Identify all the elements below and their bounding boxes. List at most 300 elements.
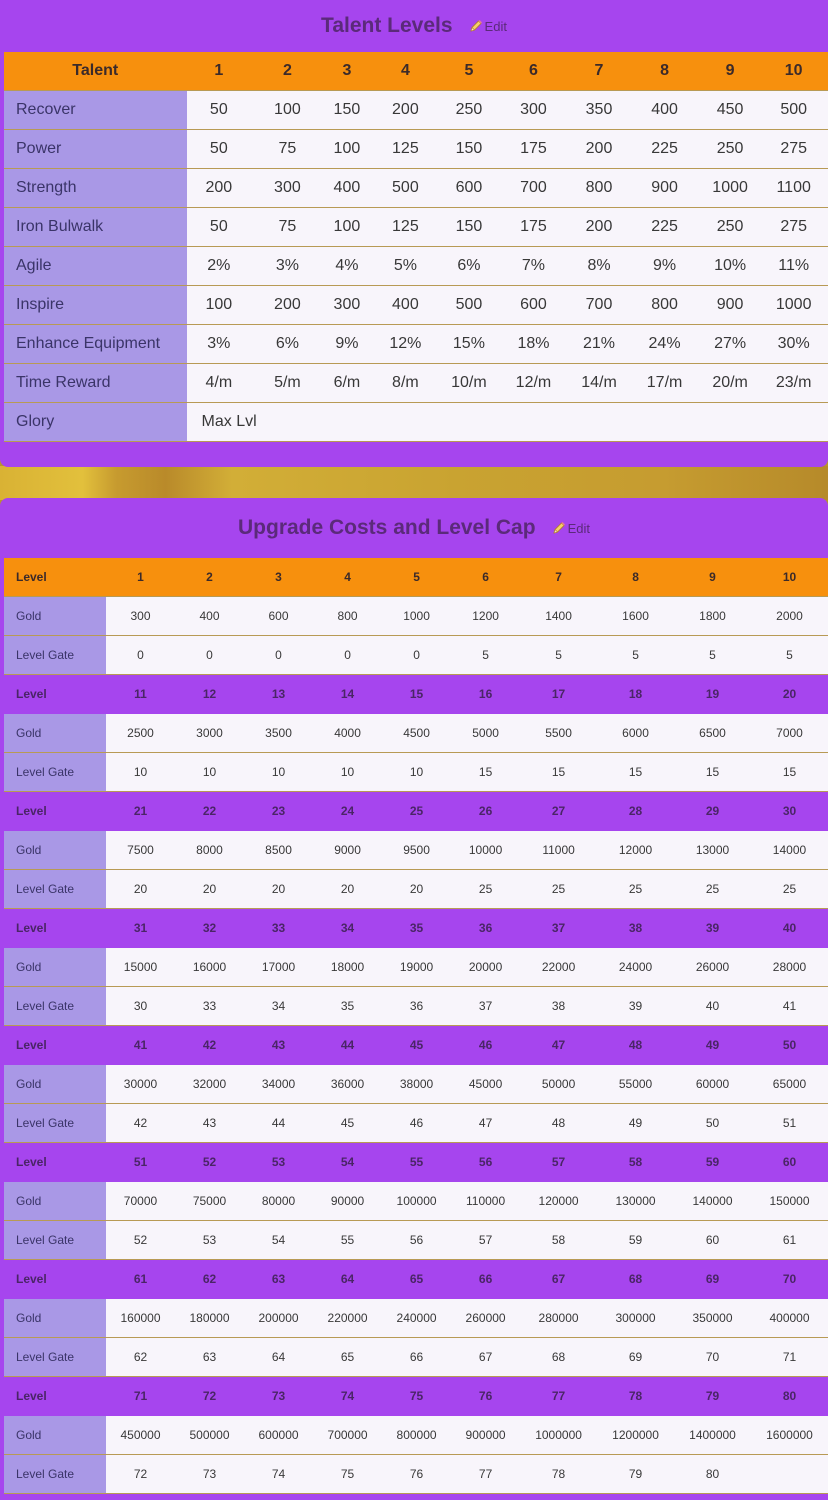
level-header-row-cell: 31 — [106, 909, 175, 948]
level-header-row-cell: 15 — [382, 675, 451, 714]
level-column-header: 2 — [251, 52, 324, 91]
level-header-row — [4, 1260, 828, 1299]
level-gate-row-label: Level Gate — [4, 1104, 106, 1143]
talent-value: 250 — [701, 130, 759, 169]
level-gate-row-cell: 70 — [674, 1338, 751, 1377]
talent-value: 24% — [628, 325, 701, 364]
level-header-row-cell: 69 — [674, 1260, 751, 1299]
gold-row-cell: 160000 — [106, 1299, 175, 1338]
talent-value: 225 — [628, 130, 701, 169]
level-header-row-cell: 30 — [751, 792, 828, 831]
talent-value: 8/m — [370, 364, 441, 403]
gold-row-cell: 240000 — [382, 1299, 451, 1338]
level-header-row-label: Level — [4, 1260, 106, 1299]
level-gate-row-cell: 33 — [175, 987, 244, 1026]
talent-value: 900 — [628, 169, 701, 208]
level-column-header: 5 — [441, 52, 497, 91]
level-header-row-cell: 5 — [382, 558, 451, 597]
talent-value: 15% — [441, 325, 497, 364]
gold-row-cell: 13000 — [674, 831, 751, 870]
level-gate-row-cell: 38 — [520, 987, 597, 1026]
talent-value: 8% — [570, 247, 628, 286]
level-gate-row-label: Level Gate — [4, 636, 106, 675]
level-header-row-cell: 56 — [451, 1143, 520, 1182]
level-gate-row-cell: 74 — [244, 1455, 313, 1494]
level-header-row-cell: 34 — [313, 909, 382, 948]
gold-row-cell: 150000 — [751, 1182, 828, 1221]
level-header-row-cell: 4 — [313, 558, 382, 597]
level-gate-row-cell: 69 — [597, 1338, 674, 1377]
level-header-row-cell: 78 — [597, 1377, 674, 1416]
talent-name: Enhance Equipment — [4, 325, 187, 364]
talent-edit-link[interactable] — [469, 19, 507, 34]
talent-value: 75 — [251, 130, 324, 169]
talent-value: 12/m — [497, 364, 570, 403]
talent-levels-title: Talent Levels — [321, 14, 453, 37]
talent-value: 11% — [759, 247, 828, 286]
level-header-row-cell: 76 — [451, 1377, 520, 1416]
talent-value: 30% — [759, 325, 828, 364]
level-header-row-cell: 53 — [244, 1143, 313, 1182]
gold-row-cell: 5000 — [451, 714, 520, 753]
gold-row-cell: 36000 — [313, 1065, 382, 1104]
gold-row-cell: 15000 — [106, 948, 175, 987]
level-header-row-cell: 12 — [175, 675, 244, 714]
level-gate-row — [4, 870, 828, 909]
talent-value: 100 — [187, 286, 252, 325]
gold-row — [4, 948, 828, 987]
gold-row-cell: 100000 — [382, 1182, 451, 1221]
level-gate-row-label: Level Gate — [4, 753, 106, 792]
level-gate-row-cell: 15 — [674, 753, 751, 792]
level-header-row-cell: 3 — [244, 558, 313, 597]
gold-row-label: Gold — [4, 1299, 106, 1338]
level-header-row-cell: 65 — [382, 1260, 451, 1299]
level-header-row-cell: 7 — [520, 558, 597, 597]
level-header-row-cell: 10 — [751, 558, 828, 597]
talent-column-header: Talent — [4, 52, 187, 91]
level-gate-row-cell: 0 — [313, 636, 382, 675]
level-gate-row-cell: 25 — [520, 870, 597, 909]
talent-value: 6% — [251, 325, 324, 364]
gold-row-cell: 90000 — [313, 1182, 382, 1221]
talent-value: 9% — [628, 247, 701, 286]
talent-value: 900 — [701, 286, 759, 325]
level-header-row-cell: 14 — [313, 675, 382, 714]
talent-table-header — [4, 52, 828, 91]
level-gate-row-cell: 0 — [382, 636, 451, 675]
level-header-row-cell: 64 — [313, 1260, 382, 1299]
level-gate-row-cell: 43 — [175, 1104, 244, 1143]
talent-name: Recover — [4, 91, 187, 130]
talent-row-glory — [4, 403, 828, 442]
level-gate-row-cell: 57 — [451, 1221, 520, 1260]
level-header-row-cell: 16 — [451, 675, 520, 714]
level-gate-row-cell: 34 — [244, 987, 313, 1026]
level-gate-row-cell: 15 — [520, 753, 597, 792]
level-header-row — [4, 1377, 828, 1416]
level-gate-row-cell: 62 — [106, 1338, 175, 1377]
level-gate-row-cell: 52 — [106, 1221, 175, 1260]
level-gate-row-cell: 5 — [451, 636, 520, 675]
gold-row-cell: 500000 — [175, 1416, 244, 1455]
talent-value: 100 — [251, 91, 324, 130]
level-header-row-cell: 68 — [597, 1260, 674, 1299]
gold-row-cell: 12000 — [597, 831, 674, 870]
talent-value: 20/m — [701, 364, 759, 403]
talent-value: 27% — [701, 325, 759, 364]
level-header-row-cell: 44 — [313, 1026, 382, 1065]
gold-row-cell: 30000 — [106, 1065, 175, 1104]
gold-row-cell: 19000 — [382, 948, 451, 987]
level-header-row-cell: 70 — [751, 1260, 828, 1299]
level-gate-row-cell: 55 — [313, 1221, 382, 1260]
gold-row-cell: 24000 — [597, 948, 674, 987]
level-header-row-cell: 72 — [175, 1377, 244, 1416]
talent-value: 50 — [187, 130, 252, 169]
talent-value: 450 — [701, 91, 759, 130]
gold-row-cell: 70000 — [106, 1182, 175, 1221]
level-gate-row-cell: 10 — [175, 753, 244, 792]
level-gate-row-cell: 5 — [674, 636, 751, 675]
gold-row-cell: 18000 — [313, 948, 382, 987]
level-header-row-cell: 49 — [674, 1026, 751, 1065]
talent-value: 9% — [324, 325, 370, 364]
gold-row — [4, 1065, 828, 1104]
talent-value: 175 — [497, 130, 570, 169]
gold-row-cell: 2000 — [751, 597, 828, 636]
gold-row-cell: 2500 — [106, 714, 175, 753]
level-header-row-cell: 28 — [597, 792, 674, 831]
gold-row-cell: 10000 — [451, 831, 520, 870]
level-gate-row-label: Level Gate — [4, 987, 106, 1026]
gold-row-cell: 14000 — [751, 831, 828, 870]
level-header-row-cell: 22 — [175, 792, 244, 831]
level-header-row-cell: 42 — [175, 1026, 244, 1065]
gold-row-cell: 800 — [313, 597, 382, 636]
level-gate-row-cell: 46 — [382, 1104, 451, 1143]
talent-row — [4, 364, 828, 403]
talent-value: 500 — [441, 286, 497, 325]
talent-header-row — [4, 52, 828, 91]
level-gate-row-cell: 54 — [244, 1221, 313, 1260]
level-gate-row-cell: 47 — [451, 1104, 520, 1143]
gold-row-cell: 4500 — [382, 714, 451, 753]
gold-row-cell: 5500 — [520, 714, 597, 753]
talent-value: 6/m — [324, 364, 370, 403]
talent-value: 350 — [570, 91, 628, 130]
level-gate-row-cell: 76 — [382, 1455, 451, 1494]
gold-row-cell: 17000 — [244, 948, 313, 987]
talent-value: 7% — [497, 247, 570, 286]
level-header-row-label: Level — [4, 1026, 106, 1065]
level-header-row-cell: 51 — [106, 1143, 175, 1182]
level-column-header: 3 — [324, 52, 370, 91]
level-header-row-cell: 19 — [674, 675, 751, 714]
level-gate-row-cell: 0 — [244, 636, 313, 675]
level-header-row-label: Level — [4, 558, 106, 597]
gold-row-cell: 80000 — [244, 1182, 313, 1221]
level-header-row-cell: 32 — [175, 909, 244, 948]
level-header-row-cell: 9 — [674, 558, 751, 597]
gold-row-cell: 600 — [244, 597, 313, 636]
talent-value: 600 — [441, 169, 497, 208]
talent-name: Strength — [4, 169, 187, 208]
level-header-row-cell: 46 — [451, 1026, 520, 1065]
level-gate-row-cell: 42 — [106, 1104, 175, 1143]
upgrade-title-bar — [0, 498, 828, 558]
talent-value: 75 — [251, 208, 324, 247]
talent-value: 400 — [370, 286, 441, 325]
gold-row — [4, 597, 828, 636]
level-header-row-cell: 18 — [597, 675, 674, 714]
level-gate-row-cell: 20 — [175, 870, 244, 909]
talent-value: 2% — [187, 247, 252, 286]
pencil-icon — [552, 521, 566, 535]
level-gate-row — [4, 636, 828, 675]
level-gate-row-cell: 65 — [313, 1338, 382, 1377]
talent-value: 1000 — [759, 286, 828, 325]
level-gate-row-cell: 25 — [451, 870, 520, 909]
gold-row-cell: 110000 — [451, 1182, 520, 1221]
level-gate-row-cell: 0 — [106, 636, 175, 675]
gold-row-cell: 1400 — [520, 597, 597, 636]
gold-row-cell: 1200 — [451, 597, 520, 636]
level-gate-row-cell: 5 — [751, 636, 828, 675]
gold-row-cell: 300 — [106, 597, 175, 636]
gold-row-cell: 55000 — [597, 1065, 674, 1104]
level-gate-row — [4, 1338, 828, 1377]
level-header-row-cell: 40 — [751, 909, 828, 948]
level-gate-row — [4, 1221, 828, 1260]
gold-row-cell: 400000 — [751, 1299, 828, 1338]
level-gate-row-cell: 15 — [597, 753, 674, 792]
upgrade-edit-link[interactable] — [552, 521, 590, 536]
talent-row — [4, 286, 828, 325]
gold-row-label: Gold — [4, 948, 106, 987]
level-gate-row-cell: 20 — [382, 870, 451, 909]
level-header-row-label: Level — [4, 792, 106, 831]
talent-value: 200 — [251, 286, 324, 325]
talent-value: 400 — [324, 169, 370, 208]
level-gate-row-cell: 67 — [451, 1338, 520, 1377]
level-header-row-cell: 66 — [451, 1260, 520, 1299]
gold-row-cell: 32000 — [175, 1065, 244, 1104]
gold-row-cell: 20000 — [451, 948, 520, 987]
level-header-row-cell: 74 — [313, 1377, 382, 1416]
level-gate-row-cell: 53 — [175, 1221, 244, 1260]
gold-row-cell: 800000 — [382, 1416, 451, 1455]
gold-row-cell: 9500 — [382, 831, 451, 870]
talent-value: 250 — [441, 91, 497, 130]
gold-row-cell: 60000 — [674, 1065, 751, 1104]
gold-row — [4, 714, 828, 753]
level-gate-row — [4, 753, 828, 792]
level-header-row-cell: 21 — [106, 792, 175, 831]
gold-row-cell: 38000 — [382, 1065, 451, 1104]
talent-title-bar — [0, 0, 828, 52]
level-header-row-cell: 57 — [520, 1143, 597, 1182]
gold-row-cell: 600000 — [244, 1416, 313, 1455]
level-gate-row-cell: 0 — [175, 636, 244, 675]
level-gate-row-cell: 10 — [106, 753, 175, 792]
talent-value: 275 — [759, 130, 828, 169]
level-gate-row-label: Level Gate — [4, 1338, 106, 1377]
talent-value: 3% — [251, 247, 324, 286]
talent-value: 17/m — [628, 364, 701, 403]
upgrade-costs-title: Upgrade Costs and Level Cap — [238, 516, 536, 539]
level-header-row-cell: 25 — [382, 792, 451, 831]
level-gate-row-cell: 37 — [451, 987, 520, 1026]
level-gate-row-cell: 80 — [674, 1455, 751, 1494]
level-header-row-cell: 62 — [175, 1260, 244, 1299]
level-header-row-cell: 20 — [751, 675, 828, 714]
level-header-row-cell: 38 — [597, 909, 674, 948]
gold-row-cell: 1400000 — [674, 1416, 751, 1455]
level-header-row-cell: 41 — [106, 1026, 175, 1065]
gold-row-label: Gold — [4, 831, 106, 870]
gold-row-cell: 28000 — [751, 948, 828, 987]
level-header-row-cell: 37 — [520, 909, 597, 948]
gold-row-cell: 8500 — [244, 831, 313, 870]
talent-value: 12% — [370, 325, 441, 364]
talent-value: 1100 — [759, 169, 828, 208]
talent-value: 150 — [441, 130, 497, 169]
level-header-row-cell: 75 — [382, 1377, 451, 1416]
level-header-row-cell: 50 — [751, 1026, 828, 1065]
level-header-row-cell: 71 — [106, 1377, 175, 1416]
level-header-row-cell: 29 — [674, 792, 751, 831]
talent-value: 250 — [701, 208, 759, 247]
talent-value: 14/m — [570, 364, 628, 403]
talent-value: 50 — [187, 208, 252, 247]
level-gate-row-cell: 58 — [520, 1221, 597, 1260]
gold-row-cell: 700000 — [313, 1416, 382, 1455]
gold-row-label: Gold — [4, 1182, 106, 1221]
level-header-row-cell: 43 — [244, 1026, 313, 1065]
level-header-row-cell: 17 — [520, 675, 597, 714]
level-header-row-cell: 60 — [751, 1143, 828, 1182]
gold-row-cell: 450000 — [106, 1416, 175, 1455]
level-gate-row-cell: 40 — [674, 987, 751, 1026]
gold-row-cell: 180000 — [175, 1299, 244, 1338]
level-gate-row-cell: 75 — [313, 1455, 382, 1494]
level-header-row-cell: 39 — [674, 909, 751, 948]
talent-value: 125 — [370, 130, 441, 169]
gold-row-cell: 7000 — [751, 714, 828, 753]
talent-value: 300 — [251, 169, 324, 208]
level-gate-row-cell: 48 — [520, 1104, 597, 1143]
level-column-header: 1 — [187, 52, 252, 91]
level-gate-row-cell — [751, 1455, 828, 1494]
level-column-header: 6 — [497, 52, 570, 91]
gold-row-cell: 7500 — [106, 831, 175, 870]
level-gate-row-cell: 59 — [597, 1221, 674, 1260]
level-header-row-label: Level — [4, 675, 106, 714]
talent-name: Power — [4, 130, 187, 169]
gold-row-cell: 1800 — [674, 597, 751, 636]
talent-value: 700 — [497, 169, 570, 208]
gold-row-cell: 9000 — [313, 831, 382, 870]
talent-value: 150 — [324, 91, 370, 130]
level-gate-row-cell: 35 — [313, 987, 382, 1026]
level-gate-row-cell: 60 — [674, 1221, 751, 1260]
level-header-row-cell: 52 — [175, 1143, 244, 1182]
talent-name: Iron Bulwalk — [4, 208, 187, 247]
level-header-row-cell: 13 — [244, 675, 313, 714]
gold-row-cell: 1000 — [382, 597, 451, 636]
talent-row — [4, 247, 828, 286]
level-header-row-cell: 2 — [175, 558, 244, 597]
gold-row-cell: 220000 — [313, 1299, 382, 1338]
talent-value: 200 — [570, 130, 628, 169]
gold-row-cell: 26000 — [674, 948, 751, 987]
level-gate-row-cell: 49 — [597, 1104, 674, 1143]
upgrade-edit-label: Edit — [567, 520, 590, 536]
level-column-header: 7 — [570, 52, 628, 91]
level-header-row-cell: 79 — [674, 1377, 751, 1416]
gold-row — [4, 1182, 828, 1221]
level-gate-row-cell: 56 — [382, 1221, 451, 1260]
level-header-row-cell: 1 — [106, 558, 175, 597]
talent-row — [4, 130, 828, 169]
talent-edit-label: Edit — [484, 18, 507, 34]
level-gate-row-cell: 20 — [313, 870, 382, 909]
gold-row-cell: 1600 — [597, 597, 674, 636]
level-gate-row-cell: 5 — [597, 636, 674, 675]
level-header-row — [4, 1026, 828, 1065]
level-gate-row-cell: 41 — [751, 987, 828, 1026]
gold-row-cell: 50000 — [520, 1065, 597, 1104]
level-gate-row-cell: 45 — [313, 1104, 382, 1143]
level-gate-row-cell: 66 — [382, 1338, 451, 1377]
level-gate-row-cell: 10 — [382, 753, 451, 792]
level-header-row-cell: 24 — [313, 792, 382, 831]
talent-value: 800 — [570, 169, 628, 208]
glory-value: Max Lvl — [187, 403, 828, 442]
level-gate-row — [4, 987, 828, 1026]
upgrade-costs-table — [4, 558, 828, 1494]
gold-row-cell: 8000 — [175, 831, 244, 870]
level-header-row-cell: 61 — [106, 1260, 175, 1299]
level-header-row-cell: 48 — [597, 1026, 674, 1065]
level-gate-row-cell: 77 — [451, 1455, 520, 1494]
talent-value: 500 — [370, 169, 441, 208]
talent-value: 200 — [570, 208, 628, 247]
gold-row-cell: 65000 — [751, 1065, 828, 1104]
talent-row — [4, 208, 828, 247]
level-header-row-cell: 77 — [520, 1377, 597, 1416]
level-header-row-cell: 67 — [520, 1260, 597, 1299]
level-header-row-cell: 45 — [382, 1026, 451, 1065]
talent-value: 21% — [570, 325, 628, 364]
level-gate-row-cell: 79 — [597, 1455, 674, 1494]
level-gate-row-cell: 78 — [520, 1455, 597, 1494]
gold-row-cell: 400 — [175, 597, 244, 636]
level-header-row-cell: 73 — [244, 1377, 313, 1416]
talent-table-body — [4, 91, 828, 442]
gold-row-label: Gold — [4, 714, 106, 753]
pencil-icon — [469, 19, 483, 33]
level-header-row-cell: 55 — [382, 1143, 451, 1182]
gold-row-cell: 900000 — [451, 1416, 520, 1455]
gold-row — [4, 1416, 828, 1455]
level-header-row — [4, 909, 828, 948]
level-header-row — [4, 558, 828, 597]
level-header-row-label: Level — [4, 1377, 106, 1416]
gold-row — [4, 831, 828, 870]
level-header-row — [4, 792, 828, 831]
